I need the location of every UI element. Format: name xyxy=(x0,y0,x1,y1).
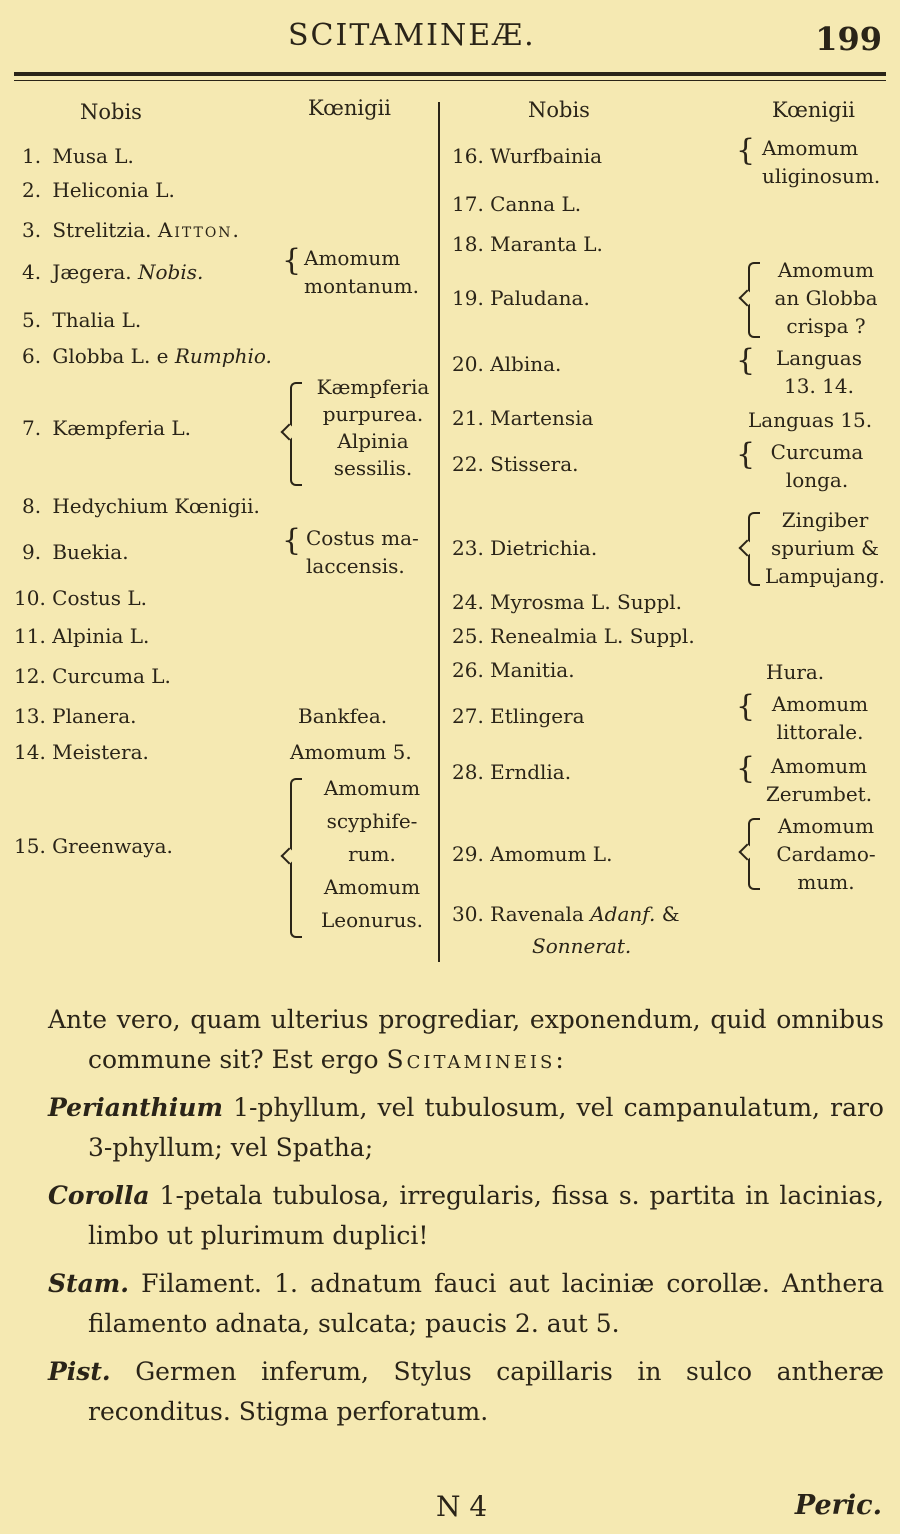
table-row: 7. Kæmpferia L. xyxy=(22,416,191,440)
synonym: Amomum montanum. xyxy=(304,246,419,298)
page-number: 199 xyxy=(815,20,882,58)
synonym: Amomum scyphife- rum. Amomum Leonurus. xyxy=(321,776,423,932)
table-row: 28. Erndlia. xyxy=(452,760,572,784)
synonym: Amomum Zerumbet. xyxy=(765,754,873,806)
paragraph: Corolla 1-petala tubulosa, irregularis, fissa s. partita in lacinias, limbo ut plurimum duplici! xyxy=(48,1181,884,1250)
paragraph: Stam. Filament. 1. adnatum fauci aut laciniæ corollæ. Anthera filamento adnata, sulcata; paucis 2. aut 5. xyxy=(48,1269,884,1338)
table-row: 30. Ravenala Adanf. & xyxy=(452,902,680,926)
table-row: 19. Paludana. xyxy=(452,286,590,310)
table-row: 11. Alpinia L. xyxy=(14,624,150,648)
brace: { xyxy=(736,343,756,378)
table-row: 27. Etlingera xyxy=(452,704,585,728)
brace: { xyxy=(736,133,756,168)
body-text xyxy=(48,1000,884,1440)
table-row: 6. Globba L. e Rumphio. xyxy=(22,344,272,368)
table-row: 29. Amomum L. xyxy=(452,842,613,866)
table-row: 26. Manitia. xyxy=(452,658,575,682)
synonym: Amomum uliginosum. xyxy=(762,136,881,188)
synonym: Bankfea. xyxy=(298,704,388,728)
table-row: 17. Canna L. xyxy=(452,192,582,216)
table-row: 21. Martensia xyxy=(452,406,594,430)
table-row: 24. Myrosma L. Suppl. xyxy=(452,590,682,614)
table-row: 10. Costus L. xyxy=(14,586,147,610)
brace: { xyxy=(736,437,756,472)
right-koenigii-header: Kœnigii xyxy=(772,98,856,122)
table-row: 16. Wurfbainia xyxy=(452,144,603,168)
synonym: Amomum 5. xyxy=(290,740,412,764)
table-row: 20. Albina. xyxy=(452,352,562,376)
table-row: 22. Stissera. xyxy=(452,452,579,476)
paragraph: Perianthium 1-phyllum, vel tubulosum, vel campanulatum, raro 3-phyllum; vel Spatha; xyxy=(48,1093,884,1162)
catchword: Peric. xyxy=(794,1490,882,1521)
brace: { xyxy=(736,751,756,786)
running-title: SCITAMINEÆ. xyxy=(288,18,536,53)
page-header xyxy=(0,8,900,58)
table-row-continuation: Sonnerat. xyxy=(532,934,632,958)
table-row: 8. Hedychium Kœnigii. xyxy=(22,494,260,518)
table-row: 9. Buekia. xyxy=(22,540,129,564)
paragraph: Pist. Germen inferum, Stylus capillaris in sulco antheræ reconditus. Stigma perforatum. xyxy=(48,1357,884,1426)
synonym: Languas 13. 14. xyxy=(776,346,862,398)
table-row: 12. Curcuma L. xyxy=(14,664,171,688)
table-row: 23. Dietrichia. xyxy=(452,536,598,560)
synonym: Amomum an Globba crispa ? xyxy=(774,258,878,338)
right-nobis-header: Nobis xyxy=(528,98,590,122)
column-divider xyxy=(438,102,440,962)
synonym: Amomum littorale. xyxy=(771,692,869,744)
brace: { xyxy=(282,523,302,558)
table-row: 13. Planera. xyxy=(14,704,137,728)
table-row: 18. Maranta L. xyxy=(452,232,603,256)
synonym: Kæmpferia purpurea. Alpinia sessilis. xyxy=(316,375,430,480)
header-rule xyxy=(14,72,886,76)
synonym: Amomum Cardamo- mum. xyxy=(776,814,876,894)
table-row: 14. Meistera. xyxy=(14,740,149,764)
table-row: 15. Greenwaya. xyxy=(14,834,173,858)
header-rule-thin xyxy=(14,80,886,81)
table-row: 1. Musa L. xyxy=(22,144,134,168)
table-row: 4. Jægera. Nobis. xyxy=(22,260,204,284)
synonym: Costus ma- laccensis. xyxy=(306,526,419,578)
brace: { xyxy=(736,689,756,724)
table-row: 2. Heliconia L. xyxy=(22,178,175,202)
synonym: Zingiber spurium & Lampujang. xyxy=(764,508,886,588)
synonym: Curcuma longa. xyxy=(770,440,864,492)
left-nobis-header: Nobis xyxy=(80,100,142,124)
table-row: 25. Renealmia L. Suppl. xyxy=(452,624,695,648)
genera-table xyxy=(0,90,900,970)
synonym: Languas 15. xyxy=(748,408,873,432)
brace: { xyxy=(282,243,302,278)
signature-mark: N 4 xyxy=(436,1490,488,1523)
synonym: Hura. xyxy=(766,660,825,684)
left-koenigii-header: Kœnigii xyxy=(308,96,392,120)
table-row: 3. Strelitzia. Aitton. xyxy=(22,218,241,242)
paragraph: Ante vero, quam ulterius progrediar, exponendum, quid omnibus commune sit? Est ergo Scitamineis: xyxy=(48,1005,884,1074)
table-row: 5. Thalia L. xyxy=(22,308,142,332)
